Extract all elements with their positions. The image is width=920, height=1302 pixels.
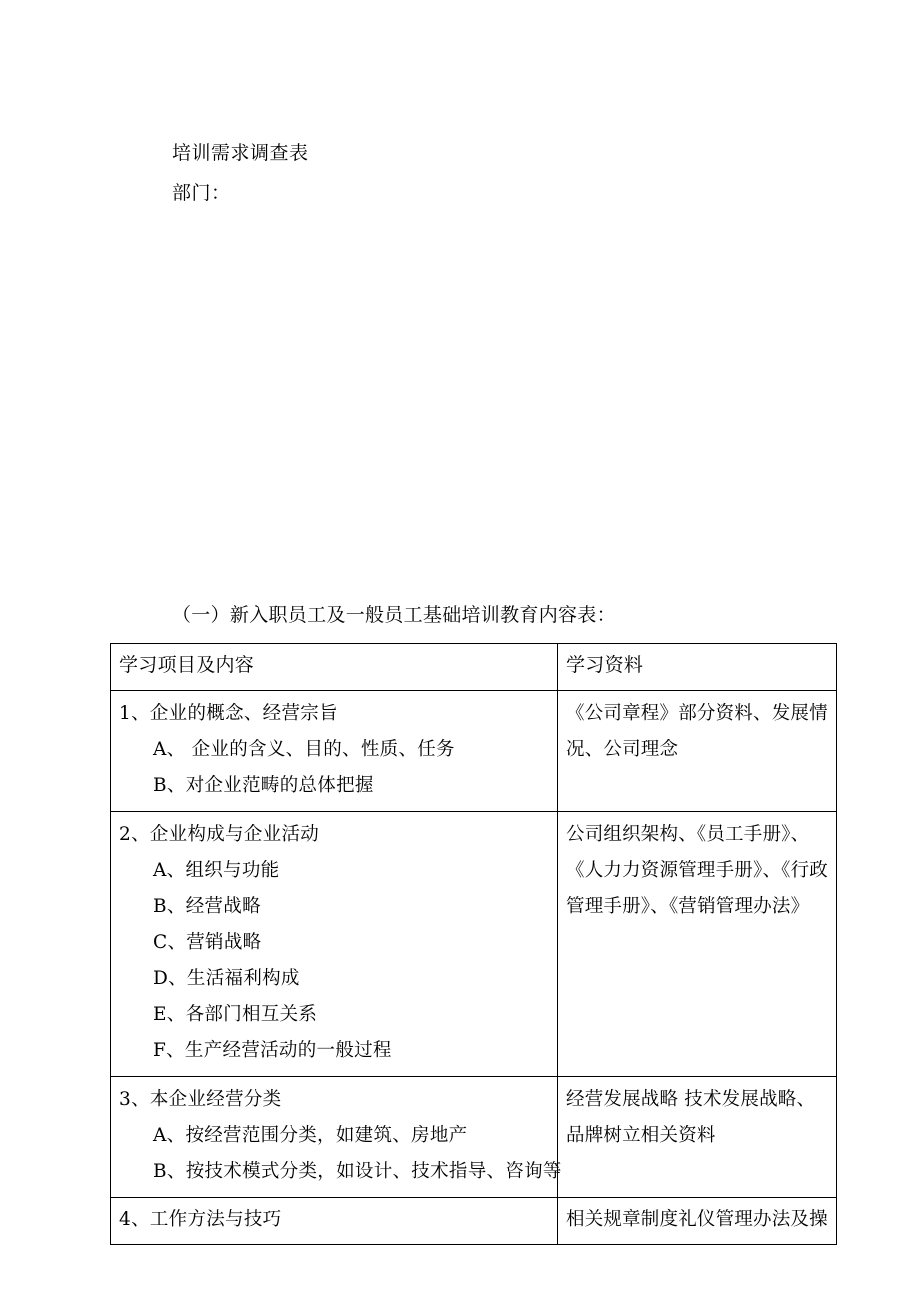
table-row	[111, 812, 837, 1077]
cell-resources	[558, 1077, 837, 1198]
cell-topic	[111, 1077, 562, 1198]
topic-heading: 4、工作方法与技巧	[119, 1209, 282, 1230]
topic-subitem: E、各部门相互关系	[153, 1004, 318, 1025]
column-header-topic: 学习项目及内容	[111, 644, 558, 691]
table-header-row	[111, 644, 837, 691]
topic-subitem: C、营销战略	[153, 932, 262, 953]
department-label: 部门：	[172, 182, 231, 204]
table-header	[111, 644, 837, 691]
resources-text: 公司组织架构、《员工手册》、《人力力资源管理手册》、《行政管理手册》、《营销管理办法》	[566, 824, 829, 917]
resources-text: 《公司章程》部分资料、发展情况、公司理念	[566, 703, 828, 760]
cell-resources	[558, 1198, 837, 1245]
training-content-table	[110, 643, 837, 1245]
training-content-table-wrapper	[110, 643, 836, 1245]
topic-heading: 1、企业的概念、经营宗旨	[119, 703, 338, 724]
cell-resources	[558, 691, 837, 812]
topic-subitem: F、生产经营活动的一般过程	[153, 1040, 392, 1061]
page-title: 培训需求调查表	[172, 142, 309, 164]
topic-subitem: B、经营战略	[153, 896, 261, 917]
topic-subitem: B、按技术模式分类，如设计、技术指导、咨询等	[153, 1161, 562, 1182]
topic-subitem: D、生活福利构成	[153, 968, 300, 989]
topic-heading: 3、本企业经营分类	[119, 1089, 282, 1110]
cell-topic	[111, 691, 558, 812]
cell-topic	[111, 812, 558, 1077]
table-row	[111, 1077, 837, 1198]
table-body	[111, 691, 837, 1245]
topic-subitem: A、按经营范围分类，如建筑、房地产	[153, 1125, 468, 1146]
table-row	[111, 691, 837, 812]
resources-text: 经营发展战略 技术发展战略、品牌树立相关资料	[566, 1089, 816, 1146]
topic-heading: 2、企业构成与企业活动	[119, 824, 320, 845]
document-header	[172, 133, 792, 213]
topic-subitem: A、组织与功能	[153, 860, 280, 881]
column-header-resources: 学习资料	[558, 644, 837, 691]
topic-subitem: B、对企业范畴的总体把握	[153, 775, 374, 796]
resources-text: 相关规章制度礼仪管理办法及操	[566, 1209, 828, 1230]
topic-subitem: A、 企业的含义、目的、性质、任务	[153, 739, 455, 760]
cell-resources	[558, 812, 837, 1077]
section-caption: （一）新入职员工及一般员工基础培训教育内容表：	[172, 604, 616, 626]
table-row	[111, 1198, 837, 1245]
cell-topic	[111, 1198, 558, 1245]
